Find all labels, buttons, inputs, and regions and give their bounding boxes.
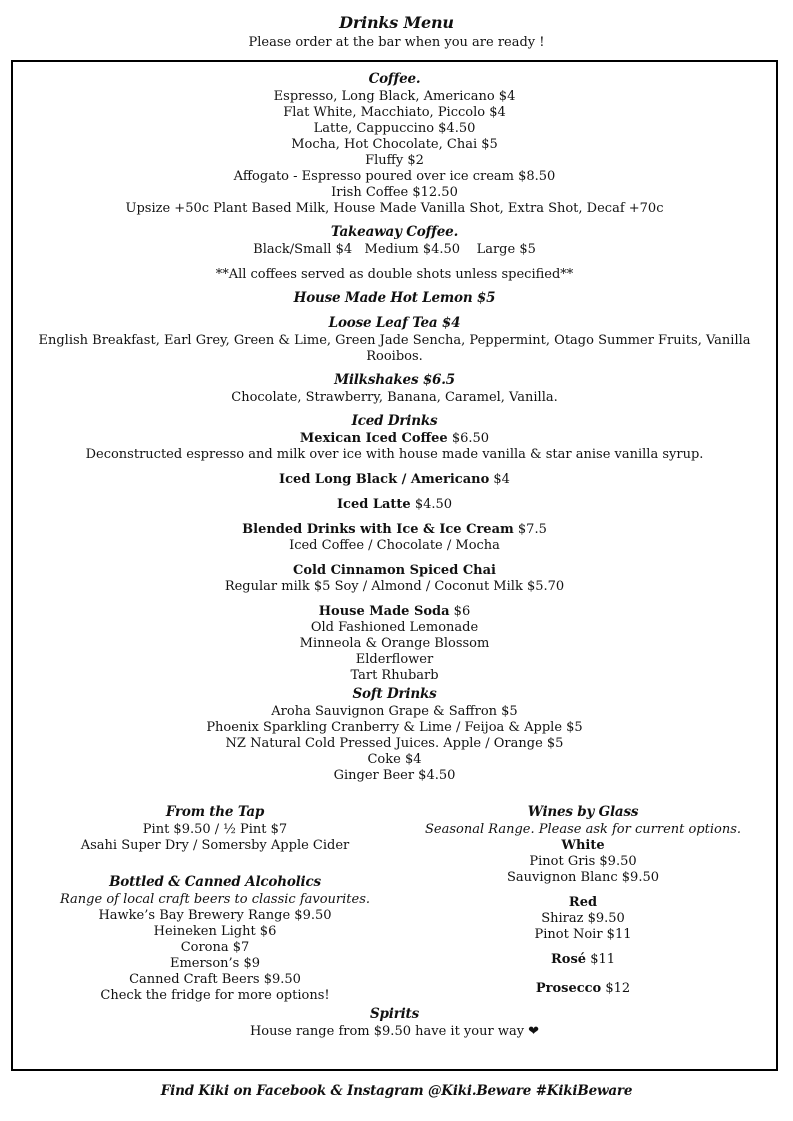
prosecco-line	[403, 981, 763, 997]
wines-heading: Wines by Glass	[527, 804, 639, 820]
item-name: Iced Latte	[336, 497, 411, 512]
red-label	[403, 895, 763, 911]
rose-line	[403, 952, 763, 968]
item-name: Cold Cinnamon Spiced Chai	[293, 563, 496, 578]
soda-flavour: Minneola & Orange Blossom	[299, 636, 490, 651]
wines-note: Seasonal Range. Please ask for current options.	[424, 822, 742, 837]
spirits-section	[13, 1004, 776, 1040]
milkshakes-heading: Milkshakes $6.5	[334, 372, 455, 388]
wine-category: Prosecco	[535, 981, 602, 996]
milkshakes-line: Chocolate, Strawberry, Banana, Caramel, Vanilla.	[231, 390, 558, 405]
soft-drink-line: Coke $4	[367, 752, 422, 767]
item-name: Iced Long Black / Americano	[279, 472, 490, 487]
tap-line: Asahi Super Dry / Somersby Apple Cider	[80, 838, 350, 853]
item-price: $4	[489, 472, 510, 487]
tap-line: Pint $9.50 / ½ Pint $7	[142, 822, 288, 837]
spirits-heading: Spirits	[370, 1006, 419, 1022]
item-name: Blended Drinks with Ice & Ice Cream	[242, 522, 514, 537]
coffee-line: Fluffy $2	[365, 153, 424, 168]
mexican-iced-coffee-desc: Deconstructed espresso and milk over ice with house made vanilla & star anise vanilla syrup.	[85, 447, 704, 462]
item-price: $6.50	[447, 431, 490, 446]
item-price: $11	[586, 952, 616, 967]
blended-drinks	[13, 522, 776, 538]
bottled-line: Emerson’s $9	[169, 956, 261, 971]
soft-drinks-heading: Soft Drinks	[352, 686, 437, 702]
tap-heading: From the Tap	[165, 804, 265, 820]
footer-social: Find Kiki on Facebook & Instagram @Kiki.Beware #KikiBeware	[160, 1083, 633, 1099]
soda-flavour: Tart Rhubarb	[350, 668, 439, 683]
soft-drink-line: Ginger Beer $4.50	[333, 768, 456, 783]
item-name: Mexican Iced Coffee	[299, 431, 448, 446]
item-price: $6	[449, 604, 471, 619]
coffee-upsize-line: Upsize +50c Plant Based Milk, House Made Vanilla Shot, Extra Shot, Decaf +70c	[125, 201, 664, 216]
bottled-note: Range of local craft beers to classic favourites.	[59, 892, 371, 907]
bottled-line: Hawke’s Bay Brewery Range $9.50	[98, 908, 332, 923]
cold-chai-options: Regular milk $5 Soy / Almond / Coconut Milk $5.70	[224, 579, 565, 594]
tea-line: English Breakfast, Earl Grey, Green & Lime, Green Jade Sencha, Peppermint, Otago Summer Fruits, Vanilla Rooibos.	[38, 333, 751, 364]
bottled-line: Canned Craft Beers $9.50	[129, 972, 301, 987]
page-title: Drinks Menu	[339, 13, 454, 32]
bottled-line: Corona $7	[180, 940, 250, 955]
right-column	[403, 802, 763, 997]
soda-flavour: Elderflower	[355, 652, 434, 667]
iced-drinks-heading: Iced Drinks	[351, 413, 438, 429]
takeaway-heading: Takeaway Coffee.	[330, 224, 459, 240]
house-soda	[13, 604, 776, 620]
bottled-heading: Bottled & Canned Alcoholics	[109, 874, 321, 890]
coffee-line: Latte, Cappuccino $4.50	[313, 121, 476, 136]
hot-lemon-heading: House Made Hot Lemon $5	[293, 290, 496, 306]
menu-header	[0, 12, 793, 51]
soda-flavour: Old Fashioned Lemonade	[310, 620, 479, 635]
wine-line: Sauvignon Blanc $9.50	[506, 870, 660, 885]
mexican-iced-coffee	[13, 431, 776, 447]
menu-main	[13, 69, 776, 784]
wine-line: Pinot Gris $9.50	[529, 854, 637, 869]
wine-line: Shiraz $9.50	[541, 911, 625, 926]
iced-latte	[13, 497, 776, 513]
blended-options: Iced Coffee / Chocolate / Mocha	[289, 538, 500, 553]
wine-category: Rosé	[550, 952, 587, 967]
spirits-line: House range from $9.50 have it your way ❤	[249, 1024, 540, 1039]
soft-drink-line: Aroha Sauvignon Grape & Saffron $5	[271, 704, 518, 719]
coffee-line: Mocha, Hot Chocolate, Chai $5	[291, 137, 498, 152]
wine-category: White	[561, 838, 605, 853]
bottled-line: Check the fridge for more options!	[100, 988, 330, 1003]
double-shots-note: **All coffees served as double shots unless specified**	[215, 267, 574, 282]
item-price: $7.5	[513, 522, 547, 537]
coffee-line: Affogato - Espresso poured over ice cream $8.50	[233, 169, 556, 184]
item-price: $4.50	[410, 497, 453, 512]
iced-long-black	[13, 472, 776, 488]
coffee-line: Irish Coffee $12.50	[331, 185, 458, 200]
takeaway-line: Black/Small $4 Medium $4.50 Large $5	[253, 242, 536, 257]
wine-category: Red	[568, 895, 598, 910]
cold-chai	[13, 563, 776, 579]
soft-drink-line: NZ Natural Cold Pressed Juices. Apple / Orange $5	[225, 736, 564, 751]
item-price: $12	[601, 981, 631, 996]
soft-drink-line: Phoenix Sparkling Cranberry & Lime / Feijoa & Apple $5	[206, 720, 583, 735]
tea-heading: Loose Leaf Tea $4	[328, 315, 461, 331]
menu-frame	[11, 60, 778, 1071]
coffee-line: Flat White, Macchiato, Piccolo $4	[283, 105, 506, 120]
wine-line: Pinot Noir $11	[534, 927, 632, 942]
coffee-line: Espresso, Long Black, Americano $4	[273, 89, 516, 104]
white-label	[403, 838, 763, 854]
item-name: House Made Soda	[318, 604, 450, 619]
page-subtitle: Please order at the bar when you are ready !	[248, 35, 545, 50]
left-column	[35, 802, 395, 1004]
coffee-heading: Coffee.	[368, 71, 421, 87]
bottled-line: Heineken Light $6	[153, 924, 277, 939]
